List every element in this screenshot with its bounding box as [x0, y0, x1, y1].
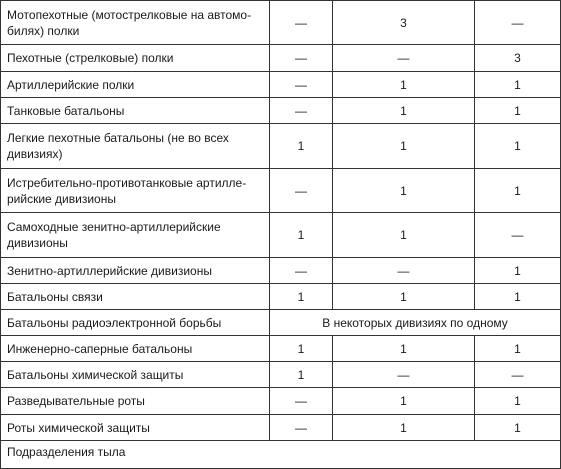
value-cell-col-3: 3	[475, 45, 561, 72]
value-cell-col-2: 1	[333, 98, 475, 124]
value-cell-col-2: 1	[333, 336, 475, 362]
value-cell-col-1: 1	[270, 336, 333, 362]
value-cell-col-3: —	[475, 1, 561, 45]
unit-name-cell: Инженерно-саперные батальоны	[1, 336, 270, 362]
table-row	[1, 388, 561, 415]
value-cell-col-2: —	[333, 362, 475, 388]
unit-name-cell: Мотопехотные (мотострелковые на автомо- билях) полки	[1, 1, 270, 45]
value-cell-col-1: 1	[270, 124, 333, 169]
unit-name-cell: Истребительно-противотанковые артилле- рийские дивизионы	[1, 169, 270, 213]
unit-name-cell: Пехотные (стрелковые) полки	[1, 45, 270, 72]
unit-name-cell: Роты химической защиты	[1, 415, 270, 441]
unit-name-cell: Легкие пехотные батальоны (не во всех дивизиях)	[1, 124, 270, 169]
unit-name-cell: Артиллерийские полки	[1, 72, 270, 98]
value-cell-col-3: 1	[475, 98, 561, 124]
table-row	[1, 213, 561, 258]
value-cell-col-2: —	[333, 45, 475, 72]
table-row	[1, 45, 561, 72]
unit-name-cell: Подразделения тыла	[1, 441, 561, 469]
unit-name-cell: Батальоны радиоэлектронной борьбы	[1, 310, 270, 336]
value-cell-col-3: 1	[475, 258, 561, 284]
unit-name-cell: Танковые батальоны	[1, 98, 270, 124]
value-cell-col-2: 1	[333, 169, 475, 213]
value-cell-col-2: 1	[333, 124, 475, 169]
value-cell-col-1: 1	[270, 284, 333, 310]
value-cell-col-2: 1	[333, 72, 475, 98]
value-cell-col-2: 1	[333, 284, 475, 310]
value-cell-col-3: 1	[475, 284, 561, 310]
table-body	[1, 1, 561, 469]
merged-value-cell: В некоторых дивизиях по одному	[270, 310, 561, 336]
unit-name-cell: Разведывательные роты	[1, 388, 270, 415]
value-cell-col-1: —	[270, 415, 333, 441]
value-cell-col-2: 1	[333, 213, 475, 258]
value-cell-col-2: 3	[333, 1, 475, 45]
unit-name-cell: Самоходные зенитно-артиллерийские дивизионы	[1, 213, 270, 258]
value-cell-col-1: 1	[270, 213, 333, 258]
table-row	[1, 169, 561, 213]
value-cell-col-1: —	[270, 169, 333, 213]
value-cell-col-3: 1	[475, 72, 561, 98]
table-row	[1, 284, 561, 310]
value-cell-col-3: 1	[475, 415, 561, 441]
table-row	[1, 98, 561, 124]
unit-name-cell: Батальоны химической защиты	[1, 362, 270, 388]
value-cell-col-3: 1	[475, 388, 561, 415]
value-cell-col-3: 1	[475, 169, 561, 213]
value-cell-col-1: —	[270, 98, 333, 124]
unit-name-cell: Зенитно-артиллерийские дивизионы	[1, 258, 270, 284]
table-row	[1, 258, 561, 284]
value-cell-col-1: —	[270, 72, 333, 98]
value-cell-col-2: —	[333, 258, 475, 284]
value-cell-col-1: —	[270, 388, 333, 415]
value-cell-col-3: —	[475, 213, 561, 258]
unit-name-cell: Батальоны связи	[1, 284, 270, 310]
value-cell-col-1: —	[270, 1, 333, 45]
value-cell-col-3: —	[475, 362, 561, 388]
value-cell-col-3: 1	[475, 124, 561, 169]
table-row	[1, 415, 561, 441]
value-cell-col-1: —	[270, 45, 333, 72]
table-row	[1, 441, 561, 469]
value-cell-col-2: 1	[333, 388, 475, 415]
value-cell-col-2: 1	[333, 415, 475, 441]
table-row	[1, 310, 561, 336]
table-row	[1, 1, 561, 45]
value-cell-col-1: 1	[270, 362, 333, 388]
table-row	[1, 72, 561, 98]
table-row	[1, 362, 561, 388]
table-row	[1, 336, 561, 362]
value-cell-col-3: 1	[475, 336, 561, 362]
value-cell-col-1: —	[270, 258, 333, 284]
table-row	[1, 124, 561, 169]
